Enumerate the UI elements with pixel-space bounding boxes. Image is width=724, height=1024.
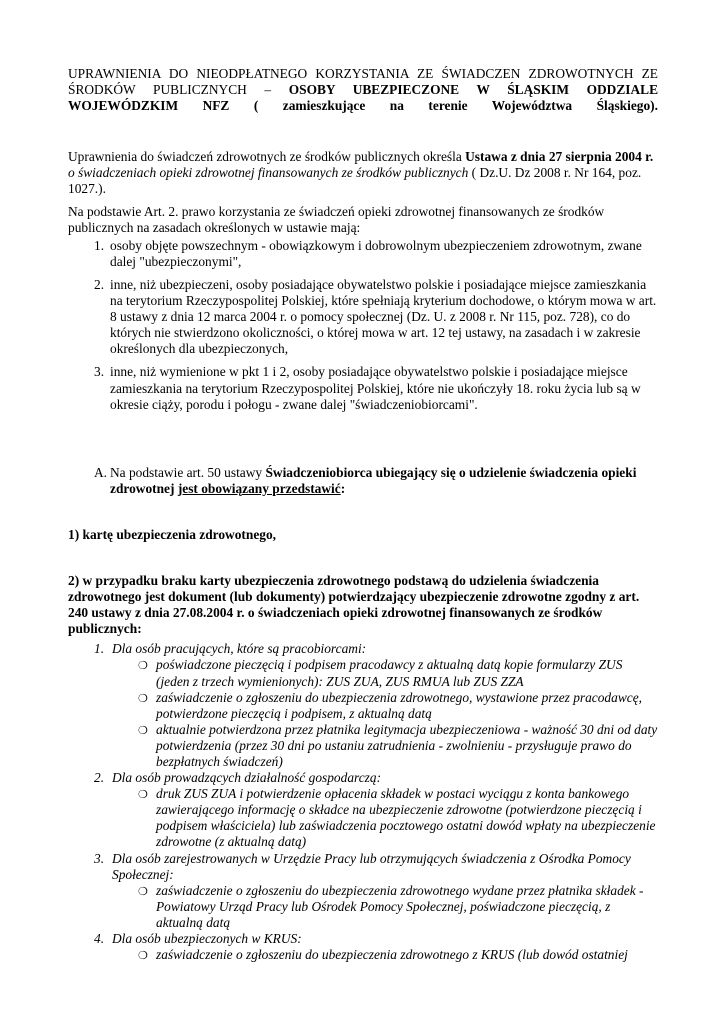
- group-number: 2.: [94, 770, 105, 786]
- group-number: 3.: [94, 850, 105, 866]
- entitled-persons-list: [68, 238, 658, 413]
- circle-bullet-icon: ❍: [138, 724, 148, 737]
- sublist-item: [68, 947, 658, 963]
- circle-bullet-icon: ❍: [138, 885, 148, 898]
- list-item: [68, 364, 658, 412]
- group-title: Dla osób pracujących, które są pracobiorcami:: [112, 641, 367, 657]
- sublist-item-text: druk ZUS ZUA i potwierdzenie opłacenia składek w postaci wyciągu z konta bankowego zawierającego informację o składce na ubezpieczenie zdrowotne (potwierdzone pieczęcią i podpisem właściciela) lub zaświadczenia pocztowego ostatni dowód wpłaty na ubezpieczenie zdrowotne (z aktualną datą): [156, 786, 656, 850]
- title-line-1: UPRAWNIENIA DO NIEODPŁATNEGO KORZYSTANIA ZE ŚWIADCZEN ZDROWOTNYCH ZE: [68, 66, 658, 81]
- section-a-colon: :: [340, 480, 346, 496]
- circle-bullet-icon: ❍: [138, 789, 148, 802]
- group-item: [68, 851, 658, 931]
- section-a-bold: Świadczeniobiorca ubiegający się o udzielenie świadczenia opieki zdrowotnej: [110, 464, 637, 496]
- group-number: 1.: [94, 641, 105, 657]
- group-sublist: [112, 947, 658, 963]
- group-item: [68, 770, 658, 850]
- intro-statute-title: o świadczeniach opieki zdrowotnej finansowanych ze środków publicznych: [68, 165, 469, 181]
- title-line-3: WOJEWÓDZKIM NFZ ( zamieszkujące na terenie Województwa Śląskiego).: [68, 98, 658, 114]
- section-a-text: Na podstawie art. 50 ustawy: [110, 464, 266, 480]
- sublist-item: [68, 786, 658, 850]
- document-page: [68, 66, 658, 963]
- circle-bullet-icon: ❍: [138, 660, 148, 673]
- circle-bullet-icon: ❍: [138, 950, 148, 963]
- sublist-item-text: poświadczone pieczęcią i podpisem pracodawcy z aktualną datą kopie formularzy ZUS (jeden z trzech wymienionych): ZUS ZUA, ZUS RMUA lub ZUS ZZA: [156, 657, 623, 689]
- circle-bullet-icon: ❍: [138, 692, 148, 705]
- group-sublist: [112, 657, 658, 770]
- sublist-item-text: zaświadczenie o zgłoszeniu do ubezpieczenia zdrowotnego, wystawione przez pracodawcę, potwierdzone pieczęcią i podpisem, z aktualną datą: [156, 689, 642, 721]
- list-item-number: 1.: [94, 237, 105, 253]
- group-title: Dla osób zarejestrowanych w Urzędzie Pracy lub otrzymujących świadczenia z Ośrodka Pomocy Społecznej:: [112, 850, 631, 882]
- group-title: Dla osób ubezpieczonych w KRUS:: [112, 931, 302, 947]
- group-title: Dla osób prowadzących działalność gospodarczą:: [112, 770, 382, 786]
- list-item-number: 3.: [94, 364, 105, 380]
- sublist-item: [68, 657, 658, 689]
- intro-citation: ( Dz.U. Dz 2008 r. Nr 164, poz. 1027.).: [68, 165, 642, 197]
- document-groups-list: [68, 641, 658, 963]
- group-item: [68, 641, 658, 770]
- sublist-item: [68, 722, 658, 770]
- title-line-2: [68, 82, 658, 98]
- art2-paragraph: Na podstawie Art. 2. prawo korzystania ze świadczeń opieki zdrowotnej finansowanych ze środków publicznych na zasadach określonych w ustawie mają:: [68, 203, 605, 235]
- item-2-documents: 2) w przypadku braku karty ubezpieczenia zdrowotnego podstawą do udzielenia świadczenia zdrowotnego jest dokument (lub dokumenty) potwierdzający ubezpieczenie zdrowotne zgodny z art. 240 ustawy z dnia 27.08.2004 r. o świadczeniach opieki zdrowotnej finansowanych ze środków publicznych:: [68, 572, 640, 637]
- intro-paragraph: [68, 149, 658, 197]
- title-line-2-bold: OSOBY UBEZPIECZONE W ŚLĄSKIM ODDZIALE: [288, 82, 659, 98]
- sublist-item: [68, 883, 658, 931]
- list-item-number: 2.: [94, 276, 105, 292]
- list-item: [68, 238, 658, 270]
- intro-text-a: Uprawnienia do świadczeń zdrowotnych ze środków publicznych określa: [68, 149, 466, 165]
- title-line-2-plain: ŚRODKÓW PUBLICZNYCH –: [68, 82, 289, 98]
- section-a: [68, 465, 658, 497]
- list-item-text: inne, niż ubezpieczeni, osoby posiadające obywatelstwo polskie i posiadające miejsce zamieszkania na terytorium Rzeczypospolitej Polskiej, które spełniają kryterium dochodowe, o którym mowa w art. 8 ustawy z dnia 12 marca 2004 r. o pomocy społecznej (Dz. U. z 2008 r. Nr 115, poz. 728), co do których nie stwierdzono okoliczności, o której mowa w art. 12 tej ustawy, na zasadach i w zakresie określonych dla ubezpieczonych,: [110, 276, 657, 357]
- sublist-item-text: zaświadczenie o zgłoszeniu do ubezpieczenia zdrowotnego wydane przez płatnika składek - Powiatowy Urząd Pracy lub Ośrodek Pomocy Społecznej, poświadczone pieczęcią, z aktualną datą: [156, 882, 644, 930]
- list-item-text: osoby objęte powszechnym - obowiązkowym i dobrowolnym ubezpieczeniem zdrowotnym, zwane dalej "ubezpieczonymi",: [110, 237, 642, 269]
- sublist-item-text: zaświadczenie o zgłoszeniu do ubezpieczenia zdrowotnego z KRUS (lub dowód ostatniej: [156, 947, 628, 963]
- group-sublist: [112, 786, 658, 850]
- section-a-letter: A.: [94, 464, 108, 480]
- section-a-obligation: jest obowiązany przedstawić: [177, 480, 341, 496]
- group-number: 4.: [94, 931, 105, 947]
- list-item-text: inne, niż wymienione w pkt 1 i 2, osoby posiadające obywatelstwo polskie i posiadające miejsce zamieszkania na terytorium Rzeczypospolitej Polskiej, które nie ukończyły 18. roku życia lub są w okresie ciąży, porodu i połogu - zwane dalej "świadczeniobiorcami".: [110, 364, 641, 412]
- item-1-insurance-card: 1) kartę ubezpieczenia zdrowotnego,: [68, 526, 277, 542]
- document-title: [68, 66, 658, 114]
- intro-statute-date: Ustawa z dnia 27 sierpnia 2004 r.: [465, 149, 654, 165]
- group-item: [68, 931, 658, 963]
- list-item: [68, 277, 658, 357]
- sublist-item-text: aktualnie potwierdzona przez płatnika legitymacja ubezpieczeniowa - ważność 30 dni od daty potwierdzenia (przez 30 dni po ustaniu zatrudnienia - zwolnieniu - przysługuje prawo do bezpłatnych świadczeń): [156, 721, 658, 769]
- sublist-item: [68, 690, 658, 722]
- group-sublist: [112, 883, 658, 931]
